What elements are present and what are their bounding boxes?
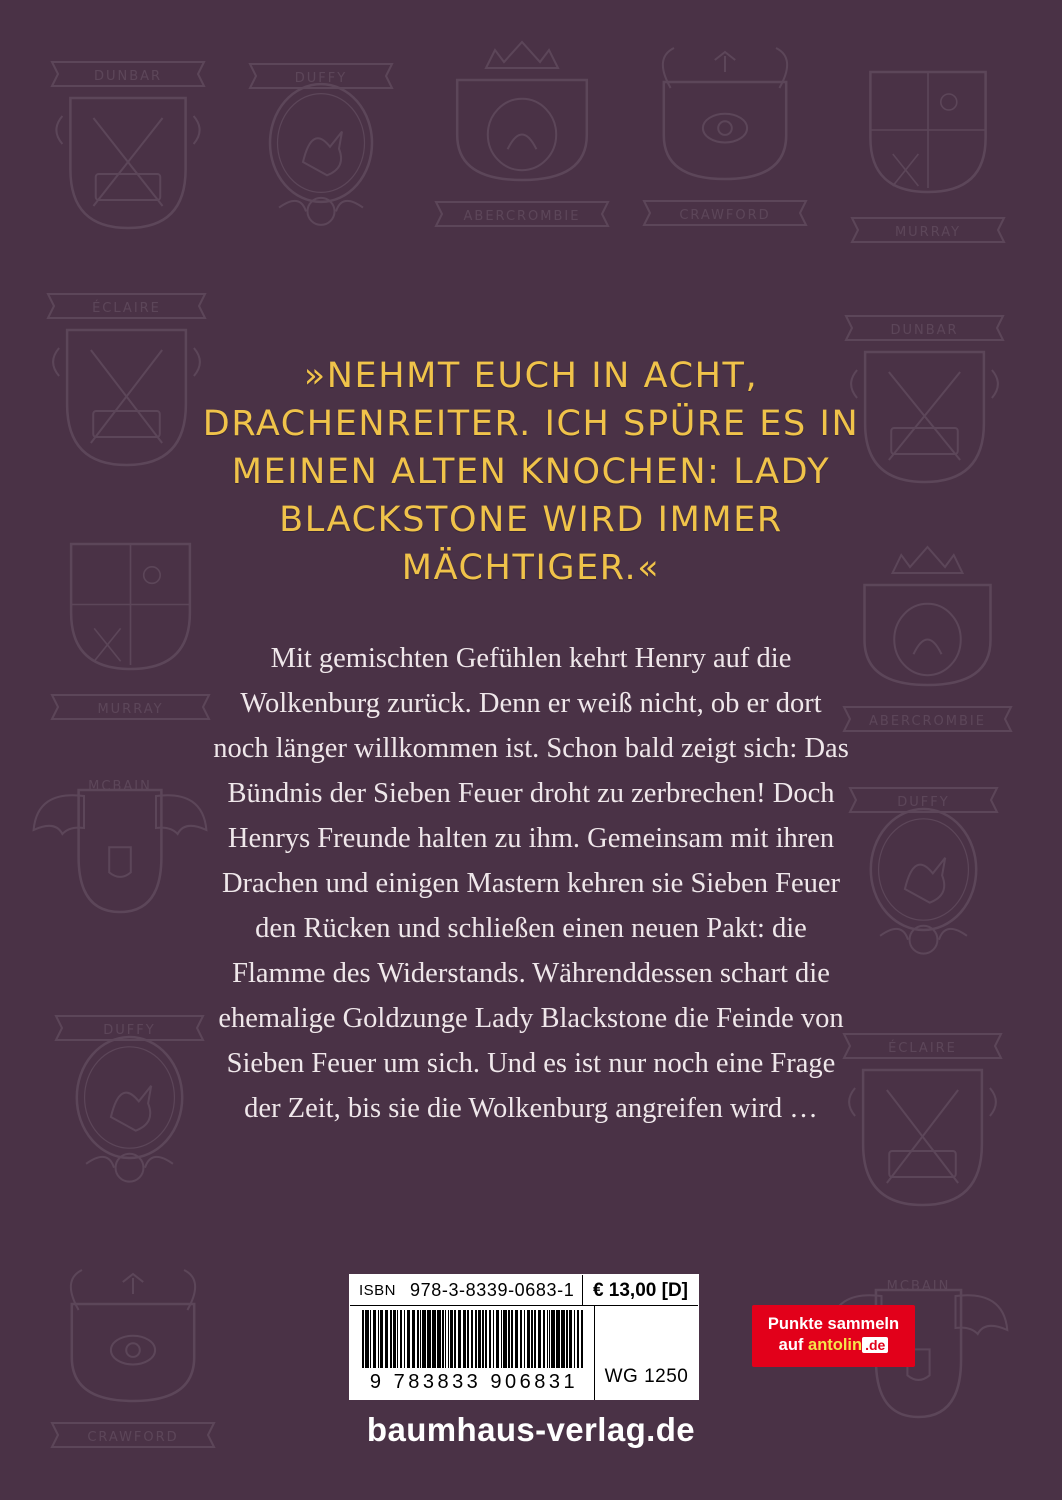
barcode-digits: 9 783833 906831 bbox=[369, 1371, 579, 1393]
isbn-barcode-block bbox=[349, 1274, 699, 1400]
back-cover-blurb bbox=[0, 636, 1062, 1131]
publisher-url: baumhaus-verlag.de bbox=[366, 1411, 696, 1448]
svg-text:ÉCLAIRE: ÉCLAIRE bbox=[92, 301, 161, 316]
price-label: € 13,00 [D] bbox=[582, 1275, 698, 1306]
svg-text:DUNBAR: DUNBAR bbox=[93, 69, 163, 84]
svg-text:ABERCROMBIE: ABERCROMBIE bbox=[869, 714, 986, 729]
svg-text:ABERCROMBIE: ABERCROMBIE bbox=[463, 209, 581, 224]
barcode-area bbox=[350, 1306, 595, 1400]
svg-text:CRAWFORD: CRAWFORD bbox=[679, 208, 771, 223]
isbn-label: ISBN bbox=[359, 1281, 397, 1299]
svg-text:DUFFY: DUFFY bbox=[103, 1023, 156, 1038]
svg-text:MCBAIN: MCBAIN bbox=[88, 779, 152, 794]
antolin-prefix: auf bbox=[778, 1336, 809, 1354]
svg-text:MURRAY: MURRAY bbox=[894, 225, 962, 240]
svg-text:CRAWFORD: CRAWFORD bbox=[87, 1430, 179, 1445]
antolin-line-2 bbox=[752, 1335, 915, 1356]
svg-text:ÉCLAIRE: ÉCLAIRE bbox=[888, 1041, 957, 1056]
isbn-number: 978-3-8339-0683-1 bbox=[410, 1279, 575, 1300]
svg-text:MCBAIN: MCBAIN bbox=[886, 1279, 951, 1294]
isbn-body-row bbox=[350, 1306, 698, 1400]
antolin-line-1: Punkte sammeln bbox=[767, 1315, 900, 1333]
wg-code: WG 1250 bbox=[604, 1366, 689, 1387]
blurb-text: Mit gemischten Gefühlen kehrt Henry auf die Wolkenburg zurück. Denn er weiß nicht, ob er dort noch länger willkommen ist. Schon bald zeigt sich: Das Bündnis der Sieben Feuer droht zu zerbrechen! Doch Henrys Freunde halten zu ihm. Gemeinsam mit ihren Drachen und einigen Mastern kehren sie Sieben Feuer den Rücken und schließen einen neuen Pakt: die Flamme des Widerstands. Währenddessen schart die ehemalige Goldzunge Lady Blackstone die Feinde von Sieben Feuer um sich. Und es ist nur noch eine Frage der Zeit, bis sie die Wolkenburg angreifen wird … bbox=[213, 643, 849, 1124]
svg-text:DUNBAR: DUNBAR bbox=[890, 323, 959, 338]
isbn-header-row bbox=[350, 1275, 698, 1306]
antolin-tld: .de bbox=[862, 1337, 888, 1353]
barcode-bars bbox=[362, 1310, 584, 1368]
wg-area bbox=[595, 1306, 698, 1400]
antolin-badge bbox=[752, 1305, 915, 1367]
pull-quote: »NEHMT EUCH IN ACHT, DRACHENREITER. ICH SPÜRE ES IN MEINEN ALTEN KNOCHEN: LADY BLACKSTONE WIRD IMMER MÄCHTIGER.« bbox=[202, 356, 860, 588]
svg-text:DUFFY: DUFFY bbox=[897, 795, 950, 810]
antolin-brand: antolin bbox=[808, 1336, 863, 1354]
svg-text:DUFFY: DUFFY bbox=[294, 71, 348, 86]
svg-text:MURRAY: MURRAY bbox=[97, 702, 164, 717]
